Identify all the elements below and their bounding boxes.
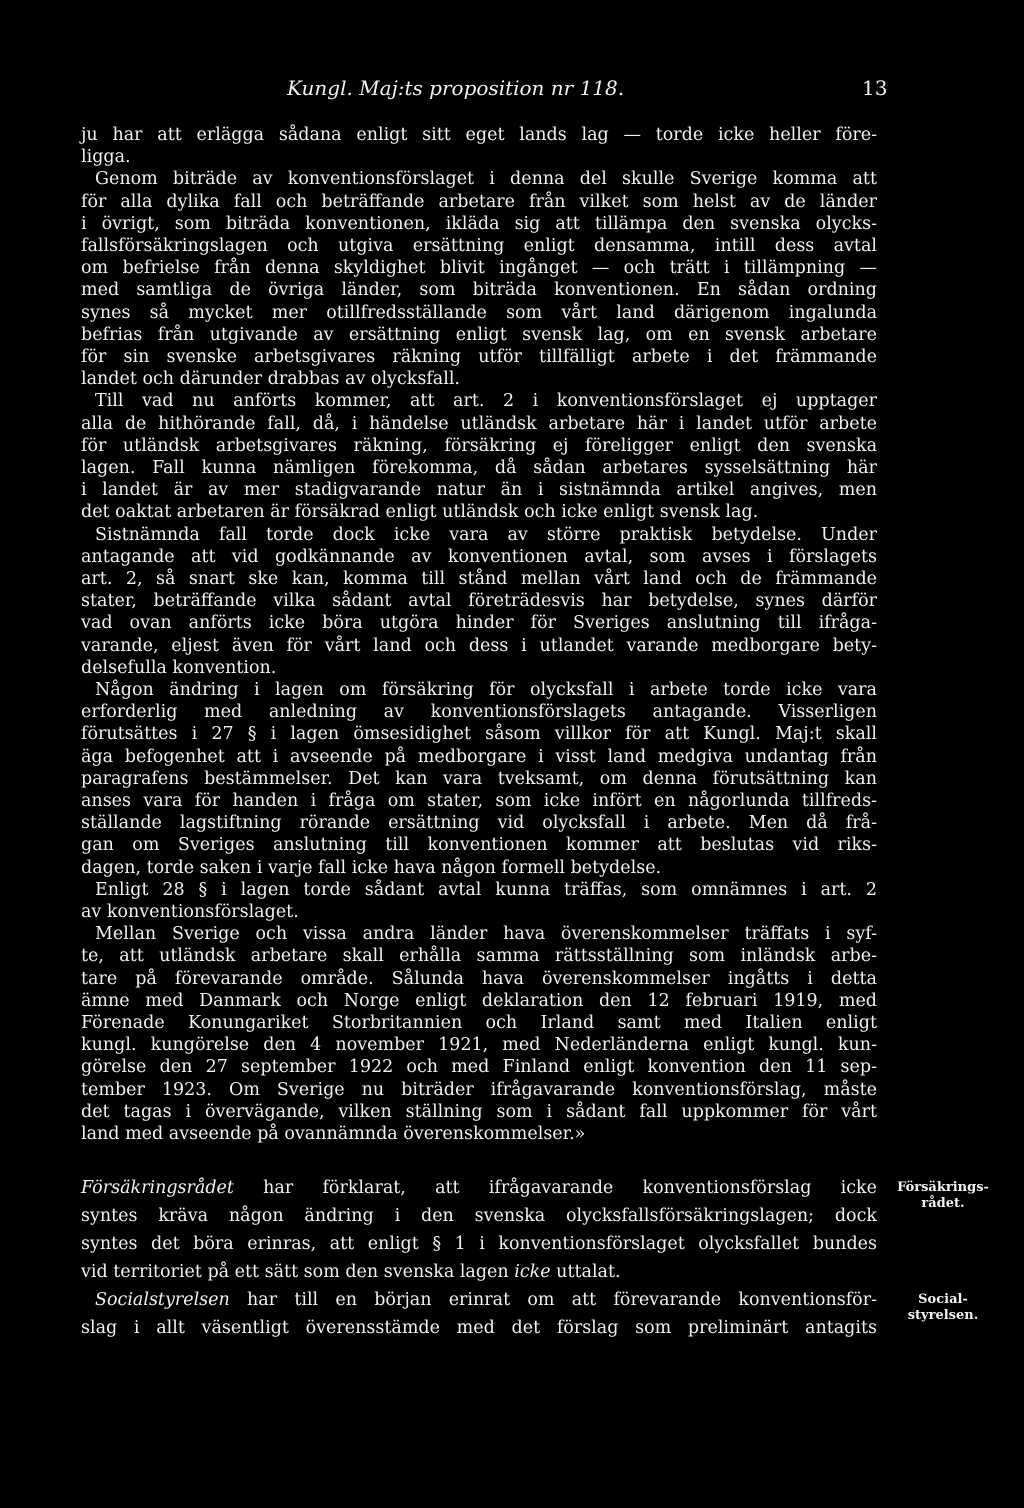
text-line: slag i allt väsentligt överensstämde med det förslag som preliminärt antagits [81, 1318, 877, 1338]
page-header [0, 76, 1024, 100]
margin-note-socialstyrelsen [888, 1292, 998, 1324]
text-line: Någon ändring i lagen om försäkring för olycksfall i arbete torde icke vara [95, 680, 877, 700]
text-line: befrias från utgivande av ersättning enligt svensk lag, om en svensk arbetare [81, 324, 877, 345]
text-line: vad ovan anförts icke böra utgöra hinder för Sveriges anslutning till ifråga- [81, 613, 877, 634]
lead-word: Socialstyrelsen [95, 1290, 230, 1310]
text-line: paragrafens bestämmelser. Det kan vara tveksamt, om denna förutsättning kan [81, 768, 877, 789]
page-number: 13 [862, 76, 888, 100]
margin-note-line: styrelsen. [907, 1308, 979, 1323]
line-text: har till en början erinrat om att förevarande konventionsför- [229, 1290, 877, 1310]
text-line: Genom biträde av konventionsförslaget i denna del skulle Sverige komma att [95, 169, 877, 190]
text-line: ställande lagstiftning rörande ersättning vid olycksfall i arbete. Men då frå- [81, 813, 877, 834]
line-text: har förklarat, att ifrågavarande konventionsförslag icke [233, 1178, 877, 1198]
text-line: ämne med Danmark och Norge enligt deklaration den 12 februari 1919, med [81, 990, 877, 1011]
emphasis: icke [514, 1262, 551, 1282]
margin-note-line: rådet. [921, 1196, 965, 1211]
text-line: synes så mycket mer otillfredsställande som vårt land därigenom ingalunda [81, 302, 877, 323]
text-line: Enligt 28 § i lagen torde sådant avtal kunna träffas, som omnämnes i art. 2 [95, 879, 877, 900]
text-line: ligga. [81, 147, 131, 168]
text-line: Till vad nu anförts kommer, att art. 2 i konventionsförslaget ej upptager [95, 391, 877, 412]
text-line: anses vara för handen i fråga om stater, som icke infört en någorlunda tillfreds- [81, 791, 877, 811]
text-line [81, 1261, 877, 1283]
text-line: i övrigt, som biträda konventionen, ikläda sig att tillämpa den svenska olycks- [81, 213, 877, 234]
lead-word: Försäkringsrådet [81, 1178, 234, 1198]
text-line: syntes kräva någon ändring i den svenska olycksfallsförsäkringslagen; dock [81, 1206, 877, 1226]
text-line: Sistnämnda fall torde dock icke vara av större praktisk betydelse. Under [95, 524, 877, 545]
margin-note-forsakringsradet [888, 1180, 998, 1212]
text-line: äga befogenhet att i avseende på medborgare i visst land medgiva undantag från [81, 746, 877, 767]
text-line: stater, beträffande vilka sådant avtal företrädesvis har betydelse, synes därför [81, 591, 877, 612]
text-line: syntes det böra erinras, att enligt § 1 i konventionsförslaget olycksfallet bundes [81, 1234, 877, 1254]
text-line: te, att utländsk arbetare skall erhålla samma rättsställning som inländsk arbe- [81, 946, 877, 967]
margin-note-line: Social- [918, 1292, 968, 1307]
text-line: antagande att vid godkännande av konventionen avtal, som avses i förslagets [81, 546, 877, 567]
text-line: det oaktat arbetaren är försäkrad enligt utländsk och icke enligt svensk lag. [81, 502, 759, 523]
text-line: i landet är av mer stadigvarande natur än i sistnämnda artikel angives, men [81, 480, 877, 501]
text-line: förutsättes i 27 § i lagen ömsesidighet såsom villkor för att Kungl. Maj:t skall [81, 724, 877, 745]
text-line: art. 2, så snart ske kan, komma till stånd mellan vårt land och de främmande [81, 569, 877, 589]
text-line: land med avseende på ovannämnda överenskommelser.» [81, 1124, 586, 1144]
text-line: landet och därunder drabbas av olycksfall. [81, 369, 460, 390]
text-line [95, 1289, 877, 1311]
text-line: tare på förevarande område. Sålunda hava överenskommelser ingåtts i detta [81, 968, 877, 989]
text-line: för utländsk arbetsgivares räkning, försäkring ej föreligger enligt den svenska [81, 435, 877, 456]
text-line: ju har att erlägga sådana enligt sitt eget lands lag — torde icke heller före- [81, 125, 877, 145]
text-line: om befrielse från denna skyldighet blivit ingånget — och trätt i tillämpning — [81, 258, 877, 279]
text-line [81, 1177, 877, 1199]
line-text: uttalat. [550, 1262, 621, 1282]
text-line: gan om Sveriges anslutning till konventionen kommer att beslutas vid riks- [81, 835, 877, 856]
line-text: vid territoriet på ett sätt som den svenska lagen [81, 1262, 515, 1282]
text-line: tember 1923. Om Sverige nu biträder ifrågavarande konventionsförslag, måste [81, 1079, 877, 1100]
text-line: Mellan Sverige och vissa andra länder hava överenskommelser träffats i syf- [95, 924, 877, 945]
text-line: fallsförsäkringslagen och utgiva ersättning enligt densamma, intill dess avtal [81, 236, 877, 256]
text-line: alla de hithörande fall, då, i händelse utländsk arbetare här i landet utför arbete [81, 413, 877, 434]
text-line: det tagas i övervägande, vilken ställning som i sådant fall uppkommer för vårt [81, 1101, 877, 1122]
text-line: görelse den 27 september 1922 och med Finland enligt konvention den 11 sep- [81, 1057, 877, 1078]
text-line: för sin svenske arbetsgivares räkning utför tillfälligt arbete i det främmande [81, 347, 877, 367]
text-line: dagen, torde saken i varje fall icke hava någon formell betydelse. [81, 857, 662, 878]
text-line: kungl. kungörelse den 4 november 1921, med Nederländerna enligt kungl. kun- [81, 1035, 877, 1056]
margin-note-line: Försäkrings- [897, 1180, 989, 1195]
running-title: Kungl. Maj:ts proposition nr 118. [287, 76, 625, 100]
text-line: Förenade Konungariket Storbritannien och Irland samt med Italien enligt [81, 1013, 877, 1033]
text-line: erforderlig med anledning av konventionsförslagets antagande. Visserligen [81, 702, 877, 723]
text-line: med samtliga de övriga länder, som biträda konventionen. En sådan ordning [81, 280, 877, 301]
text-line: för alla dylika fall och beträffande arbetare från vilket som helst av de länder [81, 191, 877, 212]
text-line: av konventionsförslaget. [81, 902, 299, 922]
text-line: delsefulla konvention. [81, 657, 277, 678]
text-line: lagen. Fall kunna nämligen förekomma, då sådan arbetares sysselsättning här [81, 458, 877, 478]
text-line: varande, eljest även för vårt land och dess i utlandet varande medborgare bety- [81, 635, 877, 656]
